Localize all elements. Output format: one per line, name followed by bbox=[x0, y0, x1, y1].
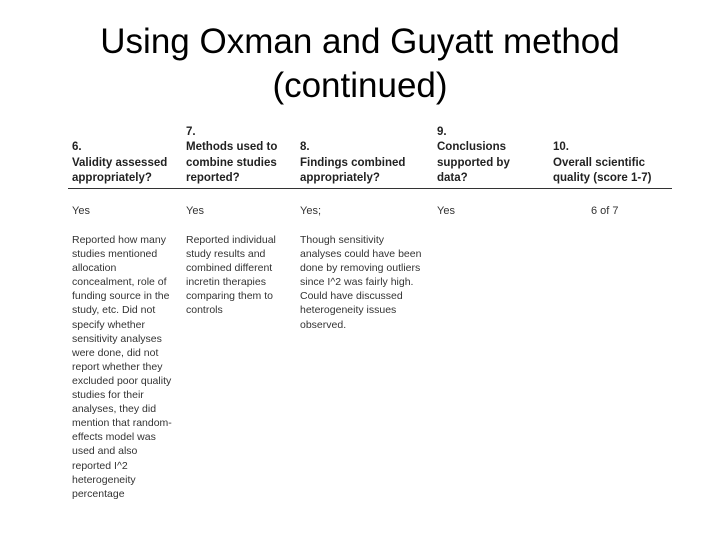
header-line: 10. bbox=[553, 141, 569, 153]
header-line: appropriately? bbox=[300, 172, 380, 184]
note-line: report whether they bbox=[72, 360, 163, 373]
note-line: funding source in the bbox=[72, 290, 170, 303]
note-line: controls bbox=[186, 304, 223, 317]
slide-title-line-2: (continued) bbox=[272, 66, 448, 105]
header-line: 7. bbox=[186, 125, 196, 138]
header-overall-quality bbox=[553, 140, 651, 187]
header-findings bbox=[300, 140, 405, 187]
note-line: analyses could have been bbox=[300, 248, 422, 261]
note-line: since I^2 was fairly high. bbox=[300, 276, 414, 289]
note-methods bbox=[186, 233, 276, 318]
note-line: Could have discussed bbox=[300, 290, 403, 303]
note-line: concealment, role of bbox=[72, 276, 167, 289]
slide-title-line-1: Using Oxman and Guyatt method bbox=[100, 22, 620, 61]
note-line: percentage bbox=[72, 487, 125, 500]
note-line: reported I^2 bbox=[72, 459, 128, 472]
note-line: study results and bbox=[186, 248, 266, 261]
header-validity bbox=[72, 140, 167, 187]
answer-findings: Yes; bbox=[300, 205, 322, 217]
header-line: 9. bbox=[437, 125, 447, 138]
header-line: combine studies bbox=[186, 156, 277, 169]
answer-overall-quality: 6 of 7 bbox=[591, 205, 619, 217]
header-divider bbox=[68, 188, 672, 189]
note-findings bbox=[300, 233, 421, 332]
header-line: supported by bbox=[437, 156, 510, 169]
answer-conclusions: Yes bbox=[437, 205, 455, 217]
header-line: Methods used to bbox=[186, 141, 278, 153]
note-line: excluded poor quality bbox=[72, 374, 172, 387]
note-line: comparing them to bbox=[186, 290, 273, 303]
note-line: Reported how many bbox=[72, 234, 166, 246]
note-line: studies for their bbox=[72, 389, 144, 402]
note-line: effects model was bbox=[72, 431, 156, 444]
note-line: done by removing outliers bbox=[300, 262, 421, 275]
header-line: 6. bbox=[72, 141, 82, 153]
note-line: incretin therapies bbox=[186, 276, 266, 289]
answer-methods: Yes bbox=[186, 205, 204, 217]
note-line: combined different bbox=[186, 262, 273, 275]
note-line: allocation bbox=[72, 262, 117, 275]
header-line: 8. bbox=[300, 141, 310, 153]
header-line: Findings combined bbox=[300, 156, 406, 169]
note-line: heterogeneity issues bbox=[300, 304, 397, 317]
note-line: studies mentioned bbox=[72, 248, 158, 261]
note-line: observed. bbox=[300, 318, 347, 331]
note-line: were done, did not bbox=[72, 346, 159, 359]
note-line: heterogeneity bbox=[72, 473, 136, 486]
note-line: mention that random- bbox=[72, 417, 172, 430]
header-line: Conclusions bbox=[437, 141, 507, 153]
header-line: Overall scientific bbox=[553, 156, 646, 169]
note-line: analyses, they did bbox=[72, 403, 157, 416]
header-line: data? bbox=[437, 172, 468, 184]
header-line: appropriately? bbox=[72, 172, 152, 184]
header-line: reported? bbox=[186, 172, 240, 184]
header-line: Validity assessed bbox=[72, 156, 168, 169]
note-line: study, etc. Did not bbox=[72, 304, 156, 317]
header-line: quality (score 1-7) bbox=[553, 172, 652, 184]
note-line: sensitivity analyses bbox=[72, 332, 162, 345]
slide-title bbox=[0, 20, 720, 108]
note-line: used and also bbox=[72, 445, 138, 458]
note-validity bbox=[72, 233, 172, 501]
header-methods bbox=[186, 125, 277, 187]
header-conclusions bbox=[437, 125, 510, 187]
note-line: Reported individual bbox=[186, 234, 276, 246]
answer-validity: Yes bbox=[72, 205, 90, 217]
note-line: Though sensitivity bbox=[300, 234, 385, 246]
note-line: specify whether bbox=[72, 318, 145, 331]
